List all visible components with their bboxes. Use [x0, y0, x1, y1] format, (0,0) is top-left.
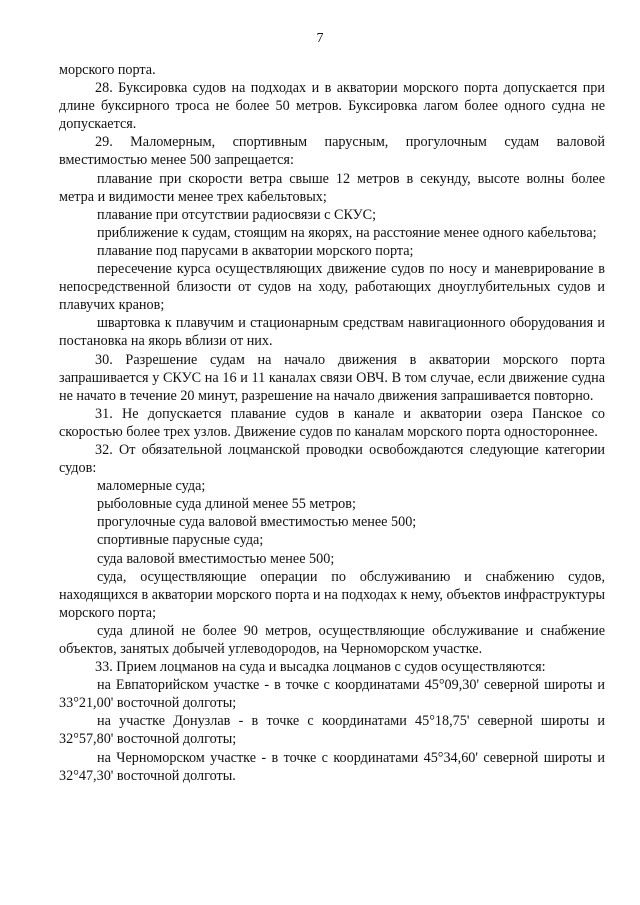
paragraph: 31. Не допускается плавание судов в канале и акватории озера Панское со скоростью более трех узлов. Движение судов по каналам морского порта одностороннее. [59, 405, 605, 440]
list-item: на Черноморском участке - в точке с координатами 45°34,60' северной широты и 32°47,30' восточной долготы. [59, 749, 605, 784]
list-item: спортивные парусные суда; [97, 532, 264, 549]
list-item: суда валовой вместимостью менее 500; [97, 550, 335, 567]
list-item: на участке Донузлав - в точке с координатами 45°18,75' северной широты и 32°57,80' восточной долготы; [59, 713, 605, 748]
paragraph: 28. Буксировка судов на подходах и в акватории морского порта допускается при длине буксирного троса не более 50 метров. Буксировка лагом более одного судна не допускается. [59, 80, 605, 133]
list-item: прогулочные суда валовой вместимостью менее 500; [97, 514, 417, 531]
paragraph: морского порта. [59, 62, 156, 78]
list-item: суда, осуществляющие операции по обслуживанию и снабжению судов, находящихся в акватории морского порта и на подходах к нему, объектов инфраструктуры морского порта; [59, 568, 605, 621]
list-item: маломерные суда; [97, 478, 206, 495]
list-item: приближение к судам, стоящим на якорях, на расстояние менее одного кабельтова; [97, 224, 597, 241]
document-body [59, 61, 605, 785]
list-item: плавание при скорости ветра свыше 12 метров в секунду, высоте волны более метра и видимости менее трех кабельтовых; [59, 170, 605, 205]
list-item: плавание под парусами в акватории морского порта; [97, 242, 414, 259]
paragraph: 33. Прием лоцманов на суда и высадка лоцманов с судов осуществляются: [95, 659, 546, 676]
list-item: пересечение курса осуществляющих движение судов по носу и маневрирование в непосредственной близости от судов на ходу, работающих дноуглубительных судов и плавучих кранов; [59, 261, 605, 314]
paragraph: 30. Разрешение судам на начало движения в акватории морского порта запрашивается у СКУС на 16 и 11 каналах связи ОВЧ. В том случае, если движение судна не начато в течение 20 минут, разрешение на начало движения запрашивается повторно. [59, 351, 605, 404]
list-item: швартовка к плавучим и стационарным средствам навигационного оборудования и постановка на якорь вблизи от них. [59, 315, 605, 350]
list-item: рыболовные суда длиной менее 55 метров; [97, 496, 356, 513]
paragraph: 32. От обязательной лоцманской проводки освобождаются следующие категории судов: [59, 441, 605, 477]
paragraph: 29. Маломерным, спортивным парусным, прогулочным судам валовой вместимостью менее 500 запрещается: [59, 134, 605, 169]
page-number: 7 [316, 31, 324, 46]
list-item: суда длиной не более 90 метров, осуществляющие обслуживание и снабжение объектов, занятых добычей углеводородов, на Черноморском участке. [59, 622, 605, 657]
list-item: плавание при отсутствии радиосвязи с СКУС; [97, 206, 377, 223]
list-item: на Евпаторийском участке - в точке с координатами 45°09,30' северной широты и 33°21,00' восточной долготы; [59, 677, 605, 712]
